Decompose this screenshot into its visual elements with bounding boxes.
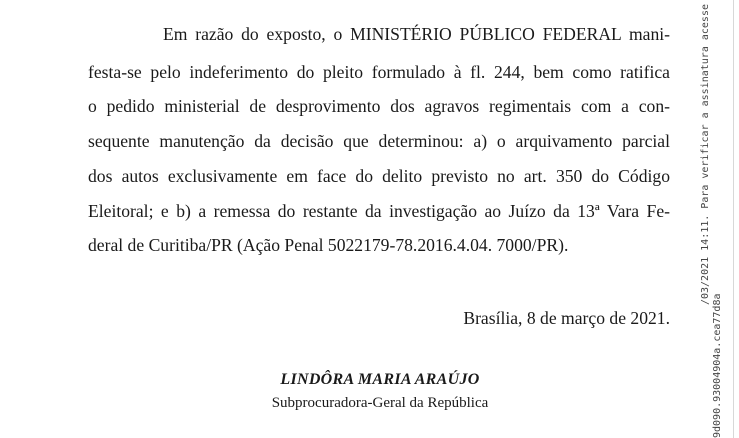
signatory-title: Subprocuradora-Geral da República (271, 395, 489, 411)
paragraph-line: dos autos exclusivamente em face do delito previsto no art. 350 do Código (88, 166, 670, 186)
paragraph-line: o pedido ministerial de desprovimento dos agravos regimentais com a con- (88, 96, 670, 116)
stamp-line-1: /03/2021 14:11. Para verificar a assinatura acesse (700, 4, 711, 306)
paragraph-line: deral de Curitiba/PR (Ação Penal 5022179-78.2016.4.04. 7000/PR). (88, 235, 569, 255)
stamp-line-2: 9d090.93004904a.cea77d8a (712, 293, 723, 438)
signatory-name: LINDÔRA MARIA ARAÚJO (280, 371, 480, 388)
page-edge-rule (733, 0, 734, 438)
signature-verification-stamp (700, 0, 734, 438)
paragraph-line: Eleitoral; e b) a remessa do restante da investigação ao Juízo da 13ª Vara Fe- (88, 201, 670, 221)
place-date: Brasília, 8 de março de 2021. (463, 308, 670, 328)
paragraph-line: festa-se pelo indeferimento do pleito formulado à fl. 244, bem como ratifica (88, 62, 670, 82)
paragraph-line: Em razão do exposto, o MINISTÉRIO PÚBLICO FEDERAL mani- (163, 24, 670, 44)
paragraph-line: sequente manutenção da decisão que determinou: a) o arquivamento parcial (88, 131, 670, 151)
